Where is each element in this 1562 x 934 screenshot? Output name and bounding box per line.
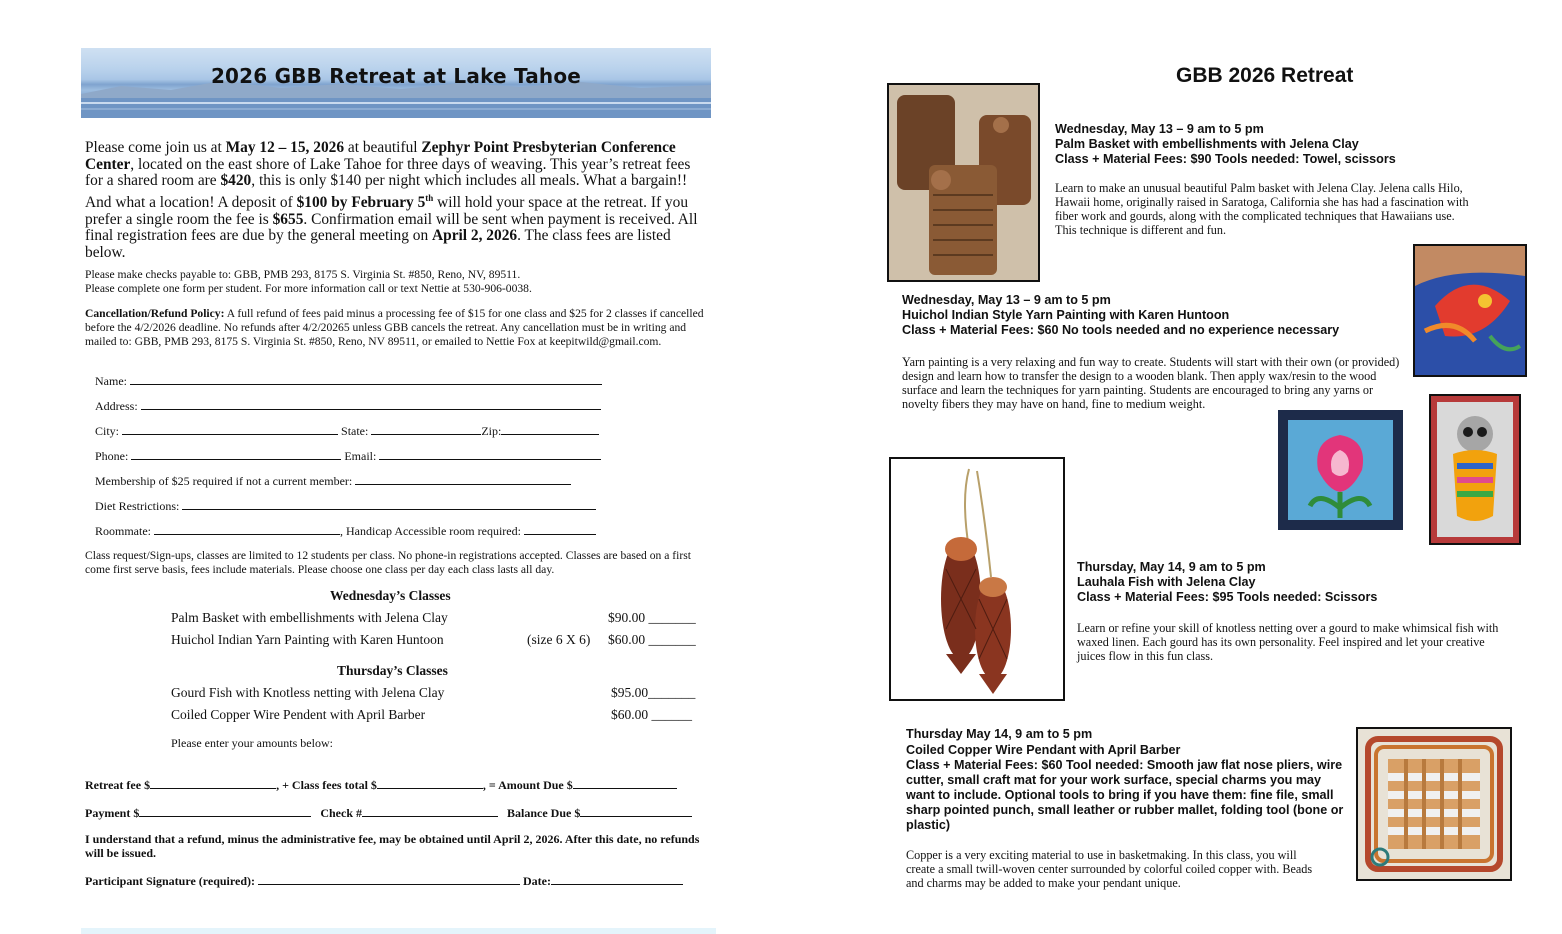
- class-name: Palm Basket with embellishments with Jelena Clay: [171, 610, 448, 625]
- class-1-fees: Class + Material Fees: $90 Tools needed: Towel, scissors: [1055, 152, 1396, 166]
- class-3-when: Thursday, May 14, 9 am to 5 pm: [1077, 560, 1266, 574]
- page-edge: [81, 928, 716, 934]
- bird-yarn-painting-photo: [1413, 244, 1527, 377]
- class-4-name: Coiled Copper Wire Pendant with April Barber: [906, 743, 1181, 757]
- payment-row[interactable]: Payment $ Check # Balance Due $: [85, 805, 692, 821]
- page-title: GBB 2026 Retreat: [1176, 64, 1354, 87]
- copper-pendant-photo: [1356, 727, 1512, 881]
- class-3-name: Lauhala Fish with Jelena Clay: [1077, 575, 1256, 589]
- enter-amounts-label: Please enter your amounts below:: [171, 736, 333, 750]
- copper-pendant-image: [1358, 729, 1510, 879]
- signature-row[interactable]: Participant Signature (required): Date:: [85, 873, 683, 889]
- class-4-when: Thursday May 14, 9 am to 5 pm: [906, 727, 1093, 741]
- name-field[interactable]: Name:: [95, 373, 602, 389]
- signup-info: Class request/Sign-ups, classes are limited to 12 students per class. No phone-in registrations accepted. Classes are based on a first come first serve basis, fees include materials. Please choose one class per day each class lasts all day.: [85, 549, 691, 576]
- class-2-fees: Class + Material Fees: $60 No tools needed and no experience necessary: [902, 323, 1340, 337]
- refund-policy: Cancellation/Refund Policy: A full refund of fees paid minus a processing fee of $15 for one class and $25 for 2 classes if cancelled before the 4/2/2026 deadline. No refunds after 4/2/20265 unless GBB cancels the retreat. Any cancellation must be in writing and mailed to: GBB, PMB 293, 8175 S. Virginia St. #850, Reno, NV 89511, or emailed to Nettie Fox at keepitwild@gmail.com.: [85, 307, 704, 348]
- payable-info: Please make checks payable to: GBB, PMB 293, 8175 S. Virginia St. #850, Reno, NV, 89511. Please complete one form per student. For more information call or text Nettie at 530-906-0038.: [85, 268, 532, 295]
- class-4-description: Copper is a very exciting material to use in basketmaking. In this class, you will create a small twill-woven center surrounded by colorful coiled copper with. Beads and charms may be added to make your pendant unique.: [906, 848, 1313, 890]
- thursday-heading: Thursday’s Classes: [337, 663, 448, 678]
- header-banner: [81, 48, 711, 118]
- flower-yarn-painting-photo: [1278, 410, 1403, 530]
- class-3-description: Learn or refine your skill of knotless netting over a gourd to make whimsical fish with waxed linen. Each gourd has its own personality. Feel inspired and let your creative juices flow in this fun class.: [1077, 621, 1499, 663]
- owl-yarn-painting-photo: [1429, 394, 1521, 545]
- banner-title: 2026 GBB Retreat at Lake Tahoe: [210, 64, 582, 88]
- class-2-name: Huichol Indian Style Yarn Painting with Karen Huntoon: [902, 308, 1230, 322]
- class-2-when: Wednesday, May 13 – 9 am to 5 pm: [902, 293, 1111, 307]
- amount-due-row[interactable]: Retreat fee $ , + Class fees total $ , = Amount Due $: [85, 777, 677, 793]
- city-state-zip-field[interactable]: City: State: Zip:: [95, 423, 599, 439]
- refund-acknowledgement: I understand that a refund, minus the administrative fee, may be obtained until April 2, 2026. After this date, no refunds will be issued.: [85, 832, 700, 860]
- class-1-when: Wednesday, May 13 – 9 am to 5 pm: [1055, 122, 1264, 136]
- palm-basket-image: [889, 85, 1038, 280]
- class-1-description: Learn to make an unusual beautiful Palm basket with Jelena Clay. Jelena calls Hilo, Hawaii home, originally raised in Saratoga, California she has had a fascination with fiber work and gourds, along with the complicated techniques that Hawaiians use. This technique is different and fun.: [1055, 181, 1469, 237]
- flower-yarn-painting-image: [1288, 420, 1393, 520]
- class-name: Coiled Copper Wire Pendent with April Barber: [171, 707, 426, 722]
- address-field[interactable]: Address:: [95, 398, 601, 414]
- palm-basket-photo: [887, 83, 1040, 282]
- class-price-entry[interactable]: $60.00 _______: [608, 632, 696, 647]
- diet-field[interactable]: Diet Restrictions:: [95, 498, 596, 514]
- class-price-entry[interactable]: $90.00 _______: [608, 610, 696, 625]
- bird-yarn-painting-image: [1415, 246, 1525, 375]
- class-size: (size 6 X 6): [527, 632, 591, 647]
- owl-yarn-painting-image: [1431, 396, 1519, 543]
- gourd-fish-image: [891, 459, 1063, 699]
- wednesday-heading: Wednesday’s Classes: [330, 588, 451, 603]
- class-2-description: Yarn painting is a very relaxing and fun way to create. Students will start with their own (or provided) design and learn how to transfer the design to a wooden blank. Then apply wax/resin to the wood surface and learn the techniques for yarn painting. Students are encouraged to bring any yarns or novelty fibers they may have on hand, fine to medium weight.: [902, 355, 1400, 411]
- class-name: Huichol Indian Yarn Painting with Karen Huntoon: [171, 632, 444, 647]
- gourd-fish-photo: [889, 457, 1065, 701]
- class-1-name: Palm Basket with embellishments with Jelena Clay: [1055, 137, 1359, 151]
- class-4-fees: Class + Material Fees: $60 Tool needed: Smooth jaw flat nose pliers, wire cutter, small craft mat for your work surface, special charms you may want to include. Optional tools to bring if you have them: fine file, small sharp pointed punch, small leather or rubber mallet, folding tool (bone or plastic): [906, 758, 1344, 832]
- class-name: Gourd Fish with Knotless netting with Jelena Clay: [171, 685, 445, 700]
- class-price-entry[interactable]: $60.00 ______: [611, 707, 692, 722]
- phone-email-field[interactable]: Phone: Email:: [95, 448, 601, 464]
- roommate-field[interactable]: Roommate: , Handicap Accessible room required:: [95, 523, 596, 539]
- class-price-entry[interactable]: $95.00_______: [611, 685, 696, 700]
- class-3-fees: Class + Material Fees: $95 Tools needed: Scissors: [1077, 590, 1378, 604]
- membership-field[interactable]: Membership of $25 required if not a current member:: [95, 473, 571, 489]
- intro-paragraph: Please come join us at May 12 – 15, 2026 at beautiful Zephyr Point Presbyterian Conference Center, located on the east shore of Lake Tahoe for three days of weaving. This year’s retreat fees for a shared room are $420, this is only $140 per night which includes all meals. What a bargain!! And what a location! A deposit of $100 by February 5th will hold your space at the retreat. If you prefer a single room the fee is $655. Confirmation email will be sent when payment is received. All final registration fees are due by the general meeting on April 2, 2026. The class fees are listed below.: [85, 139, 698, 261]
